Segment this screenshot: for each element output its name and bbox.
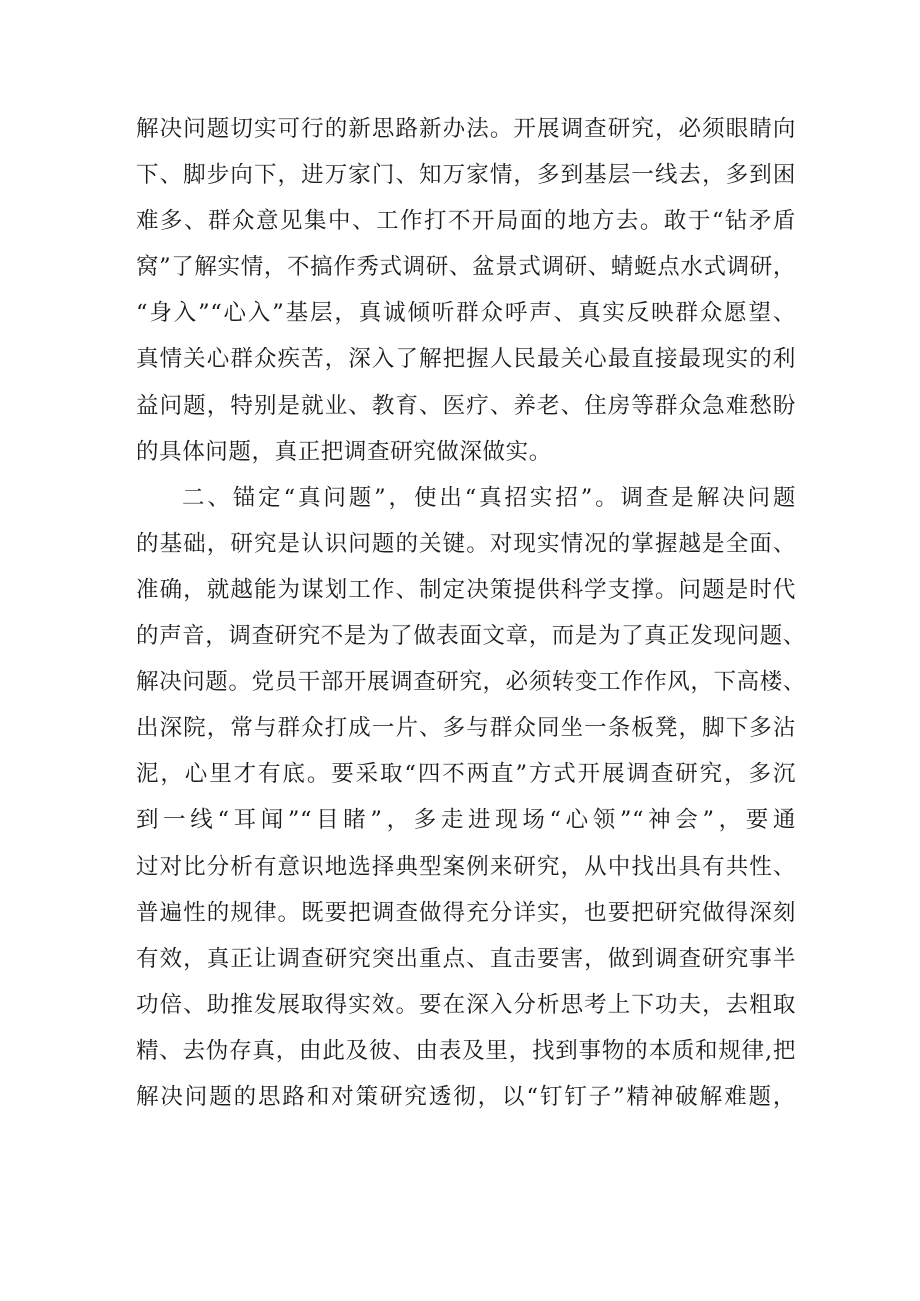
paragraph-line: 解决问题的思路和对策研究透彻，以“钉钉子”精神破解难题， (136, 1083, 796, 1110)
paragraph-line: 过对比分析有意识地选择典型案例来研究，从中找出具有共性、 (136, 853, 796, 880)
paragraph-1 (136, 106, 796, 475)
paragraph-line: 的基础，研究是认识问题的关键。对现实情况的掌握越是全面、 (136, 530, 796, 557)
paragraph-line: 解决问题。党员干部开展调查研究，必须转变工作作风，下高楼、 (136, 669, 806, 696)
paragraph-line: 泥，心里才有底。要采取“四不两直”方式开展调查研究，多沉 (136, 761, 796, 788)
paragraph-line: 普遍性的规律。既要把调查做得充分详实，也要把研究做得深刻 (136, 899, 796, 926)
paragraph-line: 益问题，特别是就业、教育、医疗、养老、住房等群众急难愁盼 (136, 392, 796, 419)
paragraph-line: 到一线“耳闻”“目睹”，多走进现场“心领”“神会”，要通 (136, 807, 796, 834)
paragraph-line: 下、脚步向下，进万家门、知万家情，多到基层一线去，多到困 (136, 162, 796, 189)
paragraph-line: 窝”了解实情，不搞作秀式调研、盆景式调研、蜻蜓点水式调研， (136, 254, 796, 281)
paragraph-line: 有效，真正让调查研究突出重点、直击要害，做到调查研究事半 (136, 945, 796, 972)
paragraph-line: 精、去伪存真，由此及彼、由表及里，找到事物的本质和规律,把 (136, 1037, 796, 1064)
paragraph-line: 解决问题切实可行的新思路新办法。开展调查研究，必须眼睛向 (136, 116, 796, 142)
paragraph-line: 难多、群众意见集中、工作打不开局面的地方去。敢于“钻矛盾 (136, 208, 796, 235)
paragraph-line: 的具体问题，真正把调查研究做深做实。 (136, 438, 552, 465)
paragraph-line: 准确，就越能为谋划工作、制定决策提供科学支撑。问题是时代 (136, 576, 796, 603)
paragraph-line: 出深院，常与群众打成一片、多与群众同坐一条板凳，脚下多沾 (136, 715, 796, 742)
paragraph-line: 真情关心群众疾苦，深入了解把握人民最关心最直接最现实的利 (136, 346, 796, 373)
document-body (136, 106, 806, 1120)
section-heading-line: 二、锚定“真问题”，使出“真招实招”。调查是解决问题 (182, 484, 796, 511)
paragraph-line: 的声音，调查研究不是为了做表面文章，而是为了真正发现问题、 (136, 623, 806, 650)
paragraph-2 (136, 475, 806, 1120)
paragraph-line: “身入”“心入”基层，真诚倾听群众呼声、真实反映群众愿望、 (136, 300, 796, 327)
paragraph-line: 功倍、助推发展取得实效。要在深入分析思考上下功夫，去粗取 (136, 991, 796, 1018)
